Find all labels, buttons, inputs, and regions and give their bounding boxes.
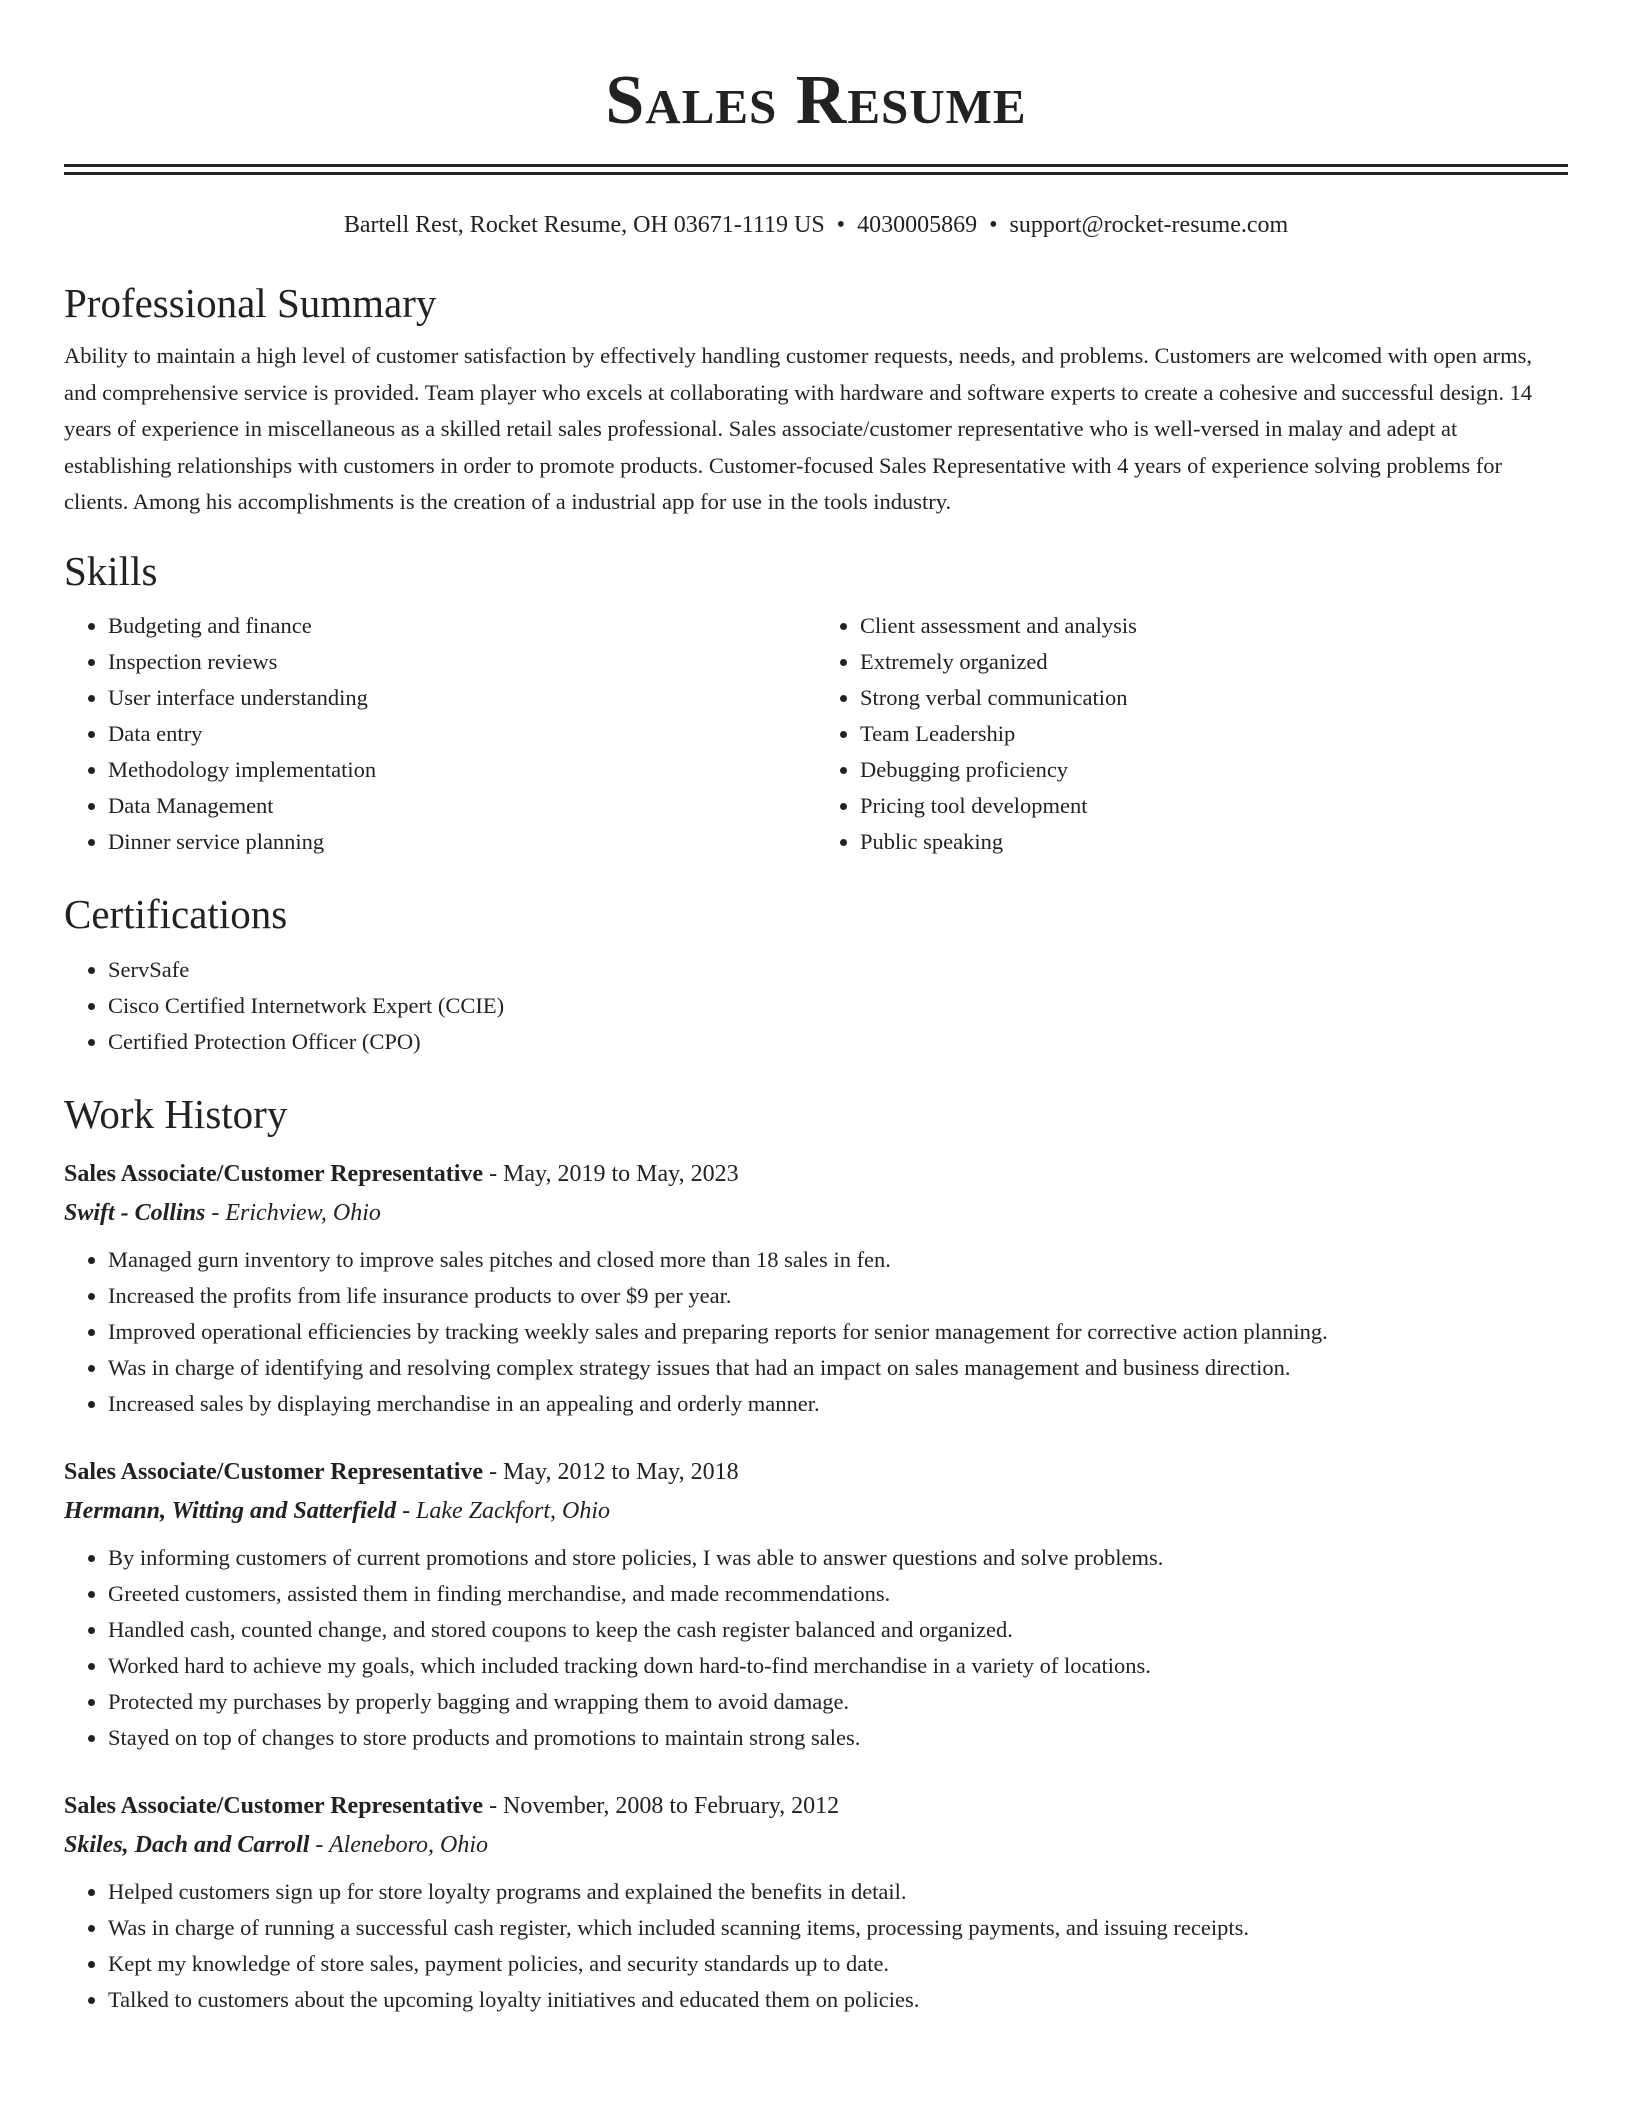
certification-item: • Certified Protection Officer (CPO) xyxy=(108,1024,1568,1060)
company-location: - Lake Zackfort, Ohio xyxy=(396,1497,611,1524)
job-bullet: • Stayed on top of changes to store products and promotions to maintain strong sales. xyxy=(108,1720,1568,1756)
skills-section xyxy=(64,547,1568,860)
skill-item: • Inspection reviews xyxy=(108,644,816,680)
skill-item: • Dinner service planning xyxy=(108,824,816,860)
company-location: - Aleneboro, Ohio xyxy=(309,1831,489,1858)
job-title-line xyxy=(64,1452,1568,1492)
company-line xyxy=(64,1194,1568,1232)
certifications-section xyxy=(64,890,1568,1060)
summary-section xyxy=(64,279,1568,521)
job-bullet: • Improved operational efficiencies by tracking weekly sales and preparing reports for senior management for corrective action planning. xyxy=(108,1314,1568,1350)
contact-line xyxy=(64,210,1568,240)
job-bullet: • Increased sales by displaying merchandise in an appealing and orderly manner. xyxy=(108,1386,1568,1422)
skill-item: • Pricing tool development xyxy=(860,788,1568,824)
job-bullet: • Managed gurn inventory to improve sales pitches and closed more than 18 sales in fen. xyxy=(108,1242,1568,1278)
certification-item: • ServSafe xyxy=(108,952,1568,988)
skills-columns xyxy=(64,608,1568,860)
job-entry xyxy=(64,1786,1568,2018)
company-name: Hermann, Witting and Satterfield xyxy=(64,1497,397,1524)
skill-item: • User interface understanding xyxy=(108,680,816,716)
job-title-line xyxy=(64,1154,1568,1194)
job-bullet: • Helped customers sign up for store loyalty programs and explained the benefits in detail. xyxy=(108,1874,1568,1910)
skill-item: • Methodology implementation xyxy=(108,752,816,788)
job-bullet: • Greeted customers, assisted them in finding merchandise, and made recommendations. xyxy=(108,1576,1568,1612)
job-title: Sales Associate/Customer Representative xyxy=(64,1160,484,1187)
company-location: - Erichview, Ohio xyxy=(205,1199,381,1226)
work-history-section xyxy=(64,1090,1568,2018)
job-bullet: • By informing customers of current promotions and store policies, I was able to answer questions and solve problems. xyxy=(108,1540,1568,1576)
company-line xyxy=(64,1826,1568,1864)
job-dates: - May, 2019 to May, 2023 xyxy=(483,1160,739,1187)
skills-list-left xyxy=(64,608,816,860)
job-title-line xyxy=(64,1786,1568,1826)
skills-heading: Skills xyxy=(64,547,158,594)
certifications-list xyxy=(64,952,1568,1060)
skill-item: • Team Leadership xyxy=(860,716,1568,752)
job-bullet: • Handled cash, counted change, and stored coupons to keep the cash register balanced and organized. xyxy=(108,1612,1568,1648)
certifications-heading: Certifications xyxy=(64,890,288,937)
skill-item: • Budgeting and finance xyxy=(108,608,816,644)
job-bullets xyxy=(64,1242,1568,1422)
job-bullet: • Kept my knowledge of store sales, payment policies, and security standards up to date. xyxy=(108,1946,1568,1982)
job-bullet: • Was in charge of running a successful cash register, which included scanning items, processing payments, and issuing receipts. xyxy=(108,1910,1568,1946)
job-title: Sales Associate/Customer Representative xyxy=(64,1792,484,1819)
certification-item: • Cisco Certified Internetwork Expert (CCIE) xyxy=(108,988,1568,1024)
work-history-heading: Work History xyxy=(64,1090,288,1137)
company-name: Swift - Collins xyxy=(64,1199,206,1226)
company-line xyxy=(64,1492,1568,1530)
job-title: Sales Associate/Customer Representative xyxy=(64,1458,484,1485)
contact-separator: • xyxy=(836,212,846,238)
skill-item: • Client assessment and analysis xyxy=(860,608,1568,644)
job-bullet: • Talked to customers about the upcoming loyalty initiatives and educated them on policies. xyxy=(108,1982,1568,2018)
job-bullets xyxy=(64,1874,1568,2018)
summary-heading: Professional Summary xyxy=(64,280,437,326)
job-bullet: • Increased the profits from life insurance products to over $9 per year. xyxy=(108,1278,1568,1314)
contact-phone: 4030005869 xyxy=(857,212,978,238)
contact-separator: • xyxy=(989,212,998,238)
job-entry xyxy=(64,1154,1568,1422)
job-entry xyxy=(64,1452,1568,1756)
skill-item: • Data entry xyxy=(108,716,816,752)
skill-item: • Debugging proficiency xyxy=(860,752,1568,788)
job-dates: - November, 2008 to February, 2012 xyxy=(483,1792,840,1819)
title-double-rule xyxy=(64,164,1568,175)
summary-text: Ability to maintain a high level of customer satisfaction by effectively handling customer requests, needs, and problems. Customers are welcomed with open arms, and comprehensive service is provided. Team player who excels at collaborating with hardware and software experts to create a cohesive and successful design. 14 years of experience in miscellaneous as a skilled retail sales professional. Sales associate/customer representative who is well-versed in malay and adept at establishing relationships with customers in order to promote products. Customer-focused Sales Representative with 4 years of experience solving problems for clients. Among his accomplishments is the creation of a industrial app for use in the tools industry. xyxy=(64,343,1533,514)
job-bullets xyxy=(64,1540,1568,1756)
contact-email: support@rocket-resume.com xyxy=(1009,212,1289,238)
job-bullet: • Worked hard to achieve my goals, which included tracking down hard-to-find merchandise in a variety of locations. xyxy=(108,1648,1568,1684)
skill-item: • Extremely organized xyxy=(860,644,1568,680)
job-dates: - May, 2012 to May, 2018 xyxy=(483,1458,739,1485)
contact-address: Bartell Rest, Rocket Resume, OH 03671-1119 US xyxy=(343,212,825,238)
skills-list-right xyxy=(816,608,1568,860)
skill-item: • Strong verbal communication xyxy=(860,680,1568,716)
job-bullet: • Was in charge of identifying and resolving complex strategy issues that had an impact on sales management and business direction. xyxy=(108,1350,1568,1386)
company-name: Skiles, Dach and Carroll xyxy=(64,1831,310,1858)
page-title: Sales Resume xyxy=(605,62,1027,139)
skill-item: • Public speaking xyxy=(860,824,1568,860)
job-bullet: • Protected my purchases by properly bagging and wrapping them to avoid damage. xyxy=(108,1684,1568,1720)
skill-item: • Data Management xyxy=(108,788,816,824)
